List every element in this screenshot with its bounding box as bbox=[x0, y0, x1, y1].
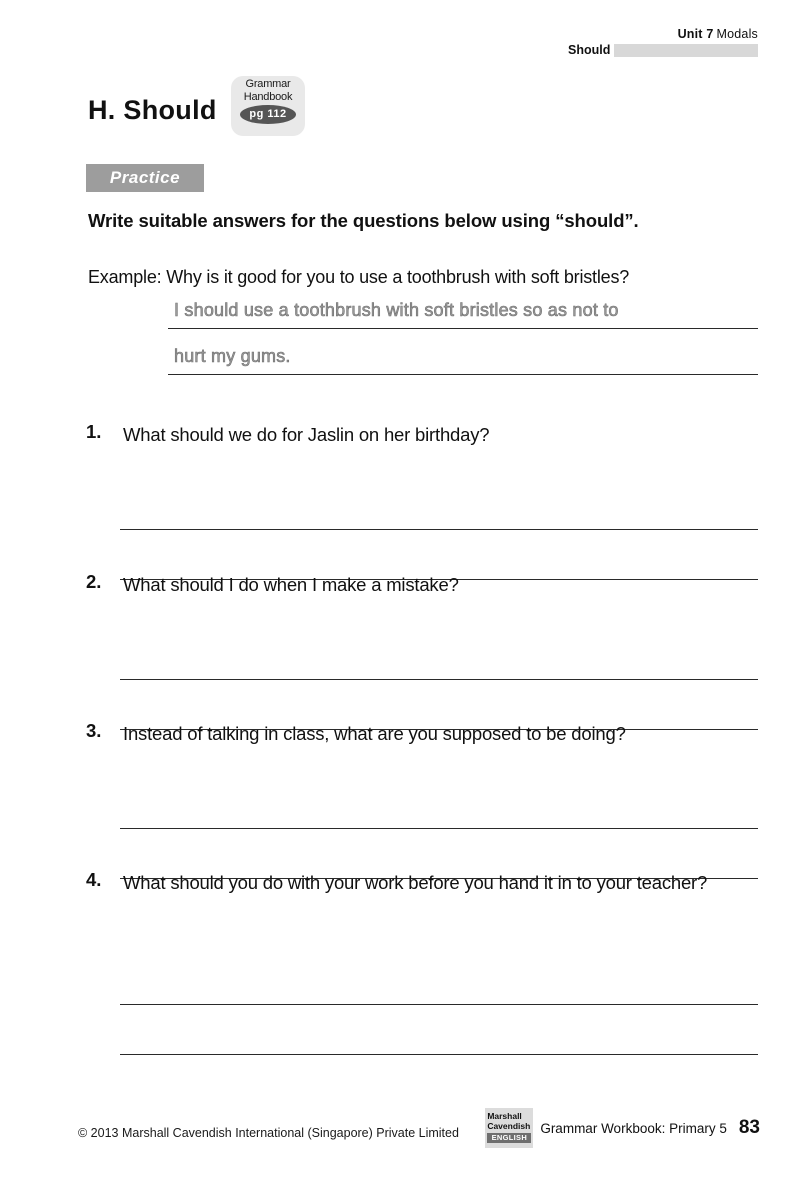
running-header-subtopic-line bbox=[568, 43, 758, 57]
footer-page-number: 83 bbox=[738, 1117, 760, 1138]
grammar-handbook-page-ref: pg 112 bbox=[240, 105, 296, 124]
question-number-1: 1. bbox=[86, 421, 102, 442]
answer-lines-2[interactable] bbox=[120, 630, 758, 730]
answer-lines-3[interactable] bbox=[120, 779, 758, 879]
answer-lines-1[interactable] bbox=[120, 480, 758, 580]
running-header bbox=[568, 27, 758, 57]
answer-lines-4[interactable] bbox=[120, 955, 758, 1055]
practice-badge: Practice bbox=[86, 164, 204, 192]
answer-line[interactable] bbox=[120, 630, 758, 680]
running-header-unit-line bbox=[568, 27, 758, 41]
footer-book-title: Grammar Workbook: Primary 5 bbox=[540, 1120, 727, 1136]
answer-line[interactable] bbox=[120, 1005, 758, 1055]
example-answer-block bbox=[168, 300, 758, 392]
question-text-4: What should you do with your work before you hand it in to your teacher? bbox=[123, 872, 708, 893]
logo-line-2: Cavendish bbox=[487, 1121, 531, 1131]
example-question: Example: Why is it good for you to use a toothbrush with soft bristles? bbox=[88, 267, 630, 287]
grammar-handbook-label-line1: Grammar bbox=[245, 78, 291, 90]
example-answer-row bbox=[168, 346, 758, 392]
answer-line[interactable] bbox=[120, 779, 758, 829]
logo-line-1: Marshall bbox=[487, 1111, 522, 1121]
answer-line[interactable] bbox=[120, 955, 758, 1005]
grammar-handbook-label-line2: Handbook bbox=[243, 90, 293, 103]
question-number-3: 3. bbox=[86, 720, 102, 741]
grammar-handbook-badge[interactable] bbox=[231, 76, 305, 136]
instruction-text: Write suitable answers for the questions below using “should”. bbox=[88, 210, 639, 231]
question-text-3: Instead of talking in class, what are you supposed to be doing? bbox=[123, 723, 626, 744]
example-answer-row bbox=[168, 300, 758, 346]
example-answer-rule-1 bbox=[168, 328, 758, 329]
logo-line-3: ENGLISH bbox=[487, 1133, 531, 1143]
footer-copyright: © 2013 Marshall Cavendish International (Singapore) Private Limited bbox=[78, 1126, 459, 1140]
running-header-subtopic: Should bbox=[568, 43, 611, 57]
answer-line[interactable] bbox=[120, 480, 758, 530]
marshall-cavendish-logo bbox=[485, 1108, 533, 1148]
page-title: H. Should bbox=[88, 95, 217, 125]
running-header-unit: Unit 7 bbox=[677, 27, 714, 41]
question-number-2: 2. bbox=[86, 571, 102, 592]
question-text-2: What should I do when I make a mistake? bbox=[123, 574, 459, 595]
running-header-topic: Modals bbox=[716, 27, 758, 41]
example-answer-line-2: hurt my gums. bbox=[174, 346, 291, 366]
question-number-4: 4. bbox=[86, 869, 102, 890]
question-text-1: What should we do for Jaslin on her birthday? bbox=[123, 424, 490, 445]
example-answer-line-1: I should use a toothbrush with soft bristles so as not to bbox=[174, 300, 619, 320]
running-header-rule bbox=[614, 44, 758, 57]
footer-right-group bbox=[485, 1108, 760, 1148]
example-answer-rule-2 bbox=[168, 374, 758, 375]
